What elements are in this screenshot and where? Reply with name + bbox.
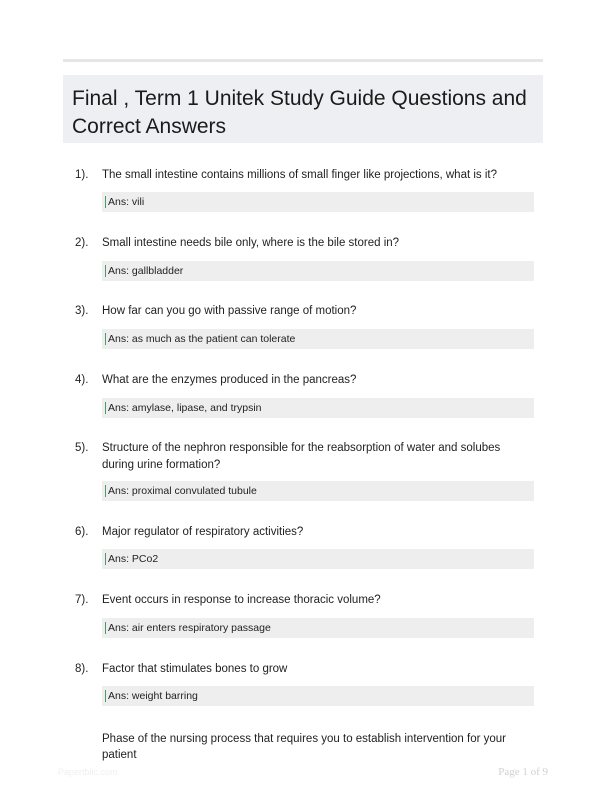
question-number: 7). xyxy=(75,594,89,606)
question-number: 6). xyxy=(75,526,89,538)
question-text: Phase of the nursing process that requires you to establish intervention for your patient xyxy=(102,733,507,761)
answer-box: Ans: air enters respiratory passage xyxy=(102,618,534,638)
question-text: What are the enzymes produced in the pancreas? xyxy=(102,374,357,386)
answer-box: Ans: amylase, lipase, and trypsin xyxy=(102,398,534,418)
question-number: 4). xyxy=(75,374,89,386)
question-text: How far can you go with passive range of motion? xyxy=(102,305,357,317)
question-text: Event occurs in response to increase thoracic volume? xyxy=(102,594,381,606)
page-indicator: Page 1 of 9 xyxy=(498,766,548,778)
answer-box: Ans: gallbladder xyxy=(102,261,534,281)
question-number: 5). xyxy=(75,442,89,454)
answer-box: Ans: vili xyxy=(102,192,534,212)
question-text: Factor that stimulates bones to grow xyxy=(102,663,288,675)
answer-box: Ans: proximal convulated tubule xyxy=(102,481,534,501)
top-divider xyxy=(63,59,543,62)
question-text: Major regulator of respiratory activities? xyxy=(102,526,304,538)
answer-box: Ans: as much as the patient can tolerate xyxy=(102,329,534,349)
question-number: 3). xyxy=(75,305,89,317)
question-number: 1). xyxy=(75,169,89,181)
answer-box: Ans: weight barring xyxy=(102,686,534,706)
document-title: Final , Term 1 Unitek Study Guide Questions and Correct Answers xyxy=(72,87,527,138)
question-number: 8). xyxy=(75,663,89,675)
footer-brand: Papertblic.com xyxy=(58,767,118,777)
question-text: The small intestine contains millions of small finger like projections, what is it? xyxy=(102,169,497,181)
question-text: Structure of the nephron responsible for the reabsorption of water and solubes during urine formation? xyxy=(102,442,501,471)
question-number: 2). xyxy=(75,237,89,249)
answer-box: Ans: PCo2 xyxy=(102,549,534,569)
question-text: Small intestine needs bile only, where is the bile stored in? xyxy=(102,237,400,249)
title-banner xyxy=(63,75,543,143)
